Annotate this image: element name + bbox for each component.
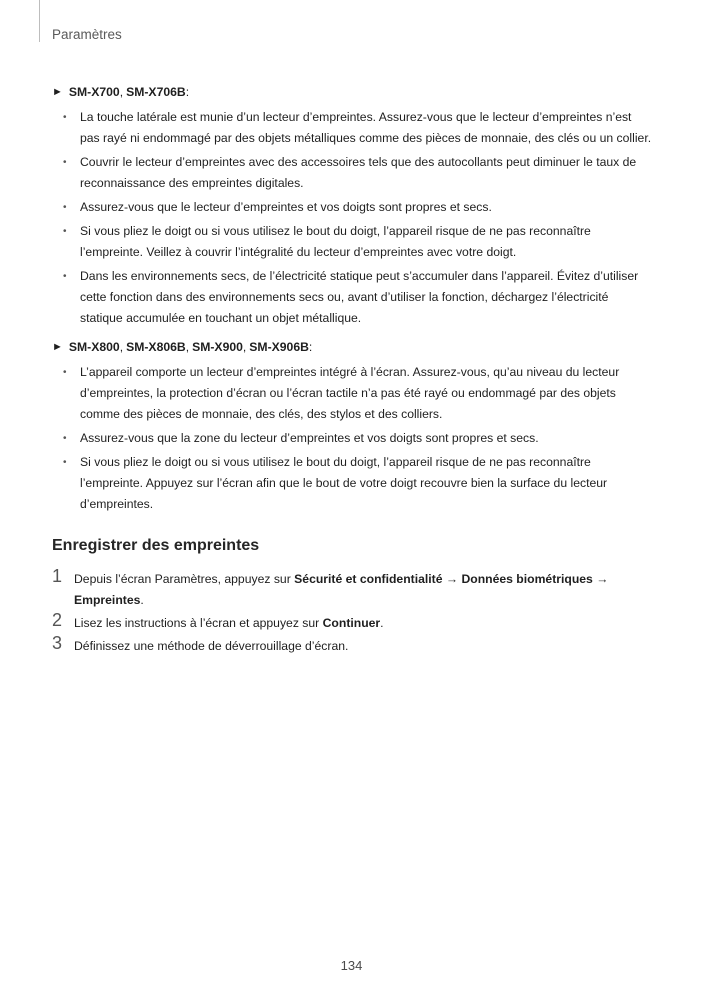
page-header: Paramètres (52, 27, 122, 42)
list-item: • Couvrir le lecteur d’empreintes avec des accessoires tels que des autocollants peut diminuer le taux de reconnaissance des empreintes digitales. (52, 152, 652, 194)
list-item: • Assurez-vous que le lecteur d’empreintes et vos doigts sont propres et secs. (52, 197, 652, 218)
bullet-icon: • (63, 271, 67, 282)
list-item: • Assurez-vous que la zone du lecteur d’empreintes et vos doigts sont propres et secs. (52, 428, 652, 449)
steps-list (52, 566, 652, 657)
bullet-icon: • (63, 112, 67, 123)
ui-label: Continuer (322, 616, 381, 630)
step-item: 1 Depuis l’écran Paramètres, appuyez sur Sécurité et confidentialité → Données biométriques → Empreintes. (52, 566, 609, 607)
step-number: 2 (52, 610, 63, 630)
model-name: SM-X906B (249, 340, 309, 354)
step-number: 3 (52, 633, 63, 653)
model-name: SM-X700 (68, 85, 120, 99)
list-item: • L’appareil comporte un lecteur d’empreintes intégré à l’écran. Assurez-vous, qu’au niveau du lecteur d’empreintes, la protection d’écran ou l’écran tactile n’a pas été rayé ou endommagé par des objets comme des pièces de monnaie, des clés, des stylos et des colliers. (52, 362, 652, 425)
bullet-icon: • (63, 202, 67, 213)
model-suffix: : (185, 85, 190, 99)
model-name: SM-X900 (192, 340, 243, 354)
triangle-right-icon: ► (52, 86, 63, 98)
model-name: SM-X800 (68, 340, 120, 354)
step-item: 3 Définissez une méthode de déverrouillage d’écran. (52, 633, 349, 653)
list-item: • Dans les environnements secs, de l’électricité statique peut s’accumuler dans l’appareil. Évitez d’utiliser cette fonction dans des environnements secs ou, avant d’utiliser la fonction, déchargez l’électricité statique accumulée en touchant un objet métallique. (52, 266, 652, 329)
bullet-icon: • (63, 433, 67, 444)
model-name: SM-X806B (126, 340, 186, 354)
section-title: Enregistrer des empreintes (52, 537, 260, 554)
ui-label: Empreintes (74, 593, 141, 607)
ui-label: Sécurité et confidentialité (294, 572, 443, 586)
model-heading-b: ► SM-X800 , SM-X806B , SM-X900 , SM-X906B : (52, 340, 313, 354)
bullet-icon: • (63, 226, 67, 237)
bullet-list-a (52, 107, 652, 329)
step-item: 2 Lisez les instructions à l’écran et appuyez sur Continuer. (52, 610, 384, 630)
model-name: SM-X706B (126, 85, 186, 99)
ui-label: Données biométriques (461, 572, 593, 586)
list-item: • Si vous pliez le doigt ou si vous utilisez le bout du doigt, l’appareil risque de ne pas reconnaître l’empreinte. Veillez à couvrir l’intégralité du lecteur d’empreintes avec votre doigt. (52, 221, 652, 263)
model-heading-a: ► SM-X700 , SM-X706B : (52, 85, 190, 99)
bullet-icon: • (63, 157, 67, 168)
page-margin-rule (39, 0, 40, 42)
bullet-icon: • (63, 457, 67, 468)
list-item: • Si vous pliez le doigt ou si vous utilisez le bout du doigt, l’appareil risque de ne pas reconnaître l’empreinte. Appuyez sur l’écran afin que le bout de votre doigt recouvre bien la surface du lecteur d’empreintes. (52, 452, 652, 515)
triangle-right-icon: ► (52, 341, 63, 353)
bullet-icon: • (63, 367, 67, 378)
page-number: 134 (340, 958, 363, 973)
step-number: 1 (52, 566, 63, 586)
list-item: • La touche latérale est munie d’un lecteur d’empreintes. Assurez-vous que le lecteur d’empreintes n’est pas rayé ni endommagé par des objets métalliques comme des pièces de monnaie, des clés ou un collier. (52, 107, 652, 149)
bullet-list-b (52, 362, 652, 515)
model-suffix: : (308, 340, 313, 354)
page-content (52, 84, 652, 659)
